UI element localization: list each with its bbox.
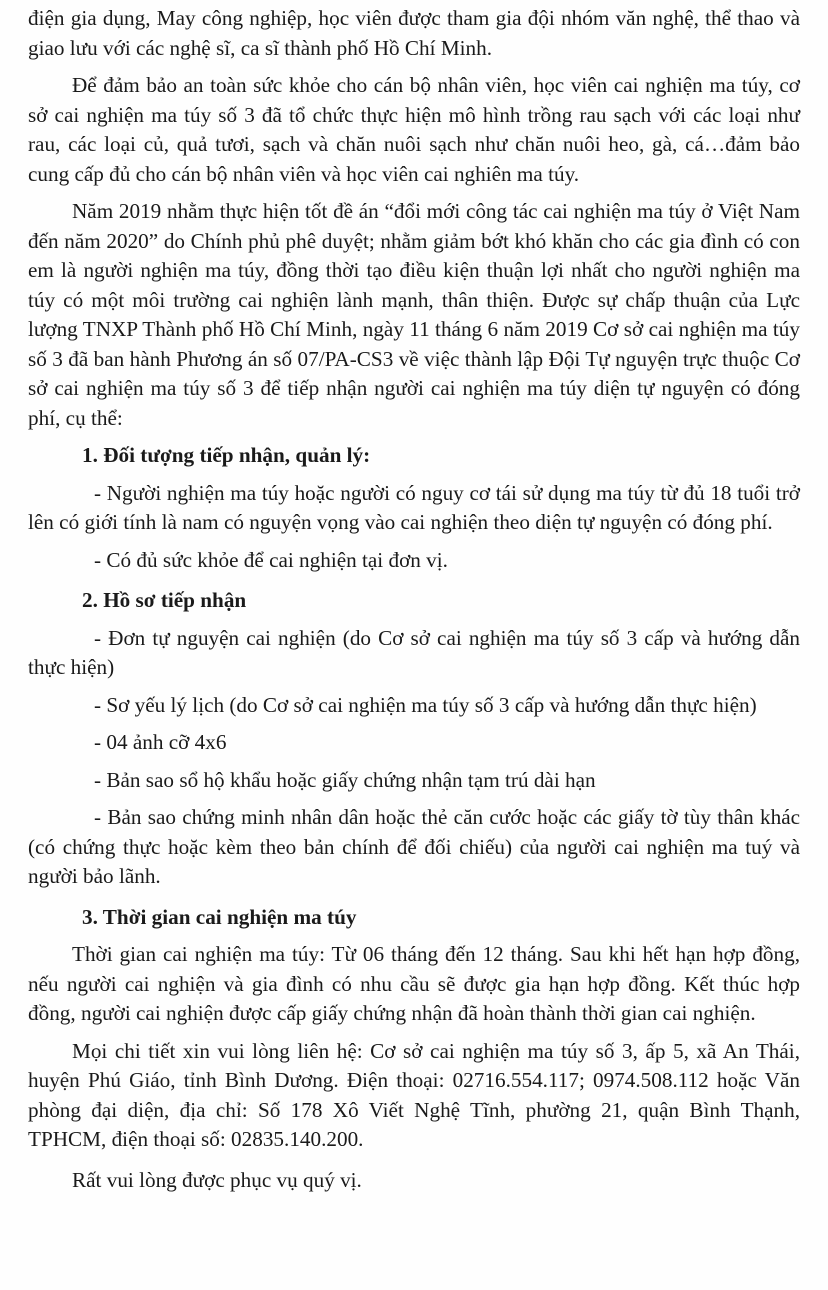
list-item-application-form: - Đơn tự nguyện cai nghiện (do Cơ sở cai nghiện ma túy số 3 cấp và hướng dẫn thực hiện) — [28, 625, 800, 679]
paragraph-clean-food-model: Để đảm bảo an toàn sức khỏe cho cán bộ nhân viên, học viên cai nghiện ma túy, cơ sở cai nghiện ma túy số 3 đã tổ chức thực hiện mô hình trồng rau sạch với các loại như rau, các loại củ, quả tươi, sạch và chăn nuôi sạch như chăn nuôi heo, gà, cá…đảm bảo cung cấp đủ cho cán bộ nhân viên và học viên cai nghiên ma túy. — [28, 73, 800, 186]
list-item-photos: - 04 ảnh cỡ 4x6 — [94, 730, 227, 754]
list-item-eligibility: - Người nghiện ma túy hoặc người có nguy cơ tái sử dụng ma túy từ đủ 18 tuổi trở lên có giới tính là nam có nguyện vọng vào cai nghiện theo diện tự nguyện có đóng phí. — [28, 480, 800, 534]
paragraph-duration-details: Thời gian cai nghiện ma túy: Từ 06 tháng đến 12 tháng. Sau khi hết hạn hợp đồng, nếu người cai nghiện và gia đình có nhu cầu sẽ được gia hạn hợp đồng. Kết thúc hợp đồng, người cai nghiện được cấp giấy chứng nhận đã hoàn thành thời gian cai nghiện. — [28, 942, 800, 1025]
list-item-health: - Có đủ sức khỏe để cai nghiện tại đơn vị. — [94, 547, 448, 572]
document-body — [28, 4, 800, 1195]
paragraph-continuation: điện gia dụng, May công nghiệp, học viên được tham gia đội nhóm văn nghệ, thể thao và giao lưu với các nghệ sĩ, ca sĩ thành phố Hồ Chí Minh. — [28, 6, 800, 60]
paragraph-closing: Rất vui lòng được phục vụ quý vị. — [72, 1167, 362, 1192]
heading-rehab-duration: 3. Thời gian cai nghiện ma túy — [82, 904, 357, 929]
heading-admission-subjects: 1. Đối tượng tiếp nhận, quản lý: — [82, 443, 371, 467]
heading-admission-dossier: 2. Hồ sơ tiếp nhận — [82, 588, 247, 612]
list-item-resume: - Sơ yếu lý lịch (do Cơ sở cai nghiện ma túy số 3 cấp và hướng dẫn thực hiện) — [94, 692, 757, 717]
list-item-identity-card: - Bản sao chứng minh nhân dân hoặc thẻ căn cước hoặc các giấy tờ tùy thân khác (có chứng thực hoặc kèm theo bản chính để đối chiếu) của người cai nghiện ma tuý và người bảo lãnh. — [28, 805, 800, 888]
paragraph-2019-plan: Năm 2019 nhằm thực hiện tốt đề án “đổi mới công tác cai nghiện ma túy ở Việt Nam đến năm 2020” do Chính phủ phê duyệt; nhằm giảm bớt khó khăn cho các gia đình có con em là người nghiện ma túy, đồng thời tạo điều kiện thuận lợi nhất cho người nghiện ma túy có một môi trường cai nghiện lành mạnh, thân thiện. Được sự chấp thuận của Lực lượng TNXP Thành phố Hồ Chí Minh, ngày 11 tháng 6 năm 2019 Cơ sở cai nghiện ma túy số 3 đã ban hành Phương án số 07/PA-CS3 về việc thành lập Đội Tự nguyện trực thuộc Cơ sở cai nghiện ma túy số 3 để tiếp nhận người cai nghiện ma túy diện tự nguyện có đóng phí, cụ thể: — [28, 199, 800, 430]
list-item-household-book: - Bản sao sổ hộ khẩu hoặc giấy chứng nhận tạm trú dài hạn — [94, 767, 596, 792]
paragraph-contact-info: Mọi chi tiết xin vui lòng liên hệ: Cơ sở cai nghiện ma túy số 3, ấp 5, xã An Thái, huyện Phú Giáo, tỉnh Bình Dương. Điện thoại: 02716.554.117; 0974.508.112 hoặc Văn phòng đại diện, địa chỉ: Số 178 Xô Viết Nghệ Tĩnh, phường 21, quận Bình Thạnh, TPHCM, điện thoại số: 02835.140.200. — [28, 1038, 800, 1151]
